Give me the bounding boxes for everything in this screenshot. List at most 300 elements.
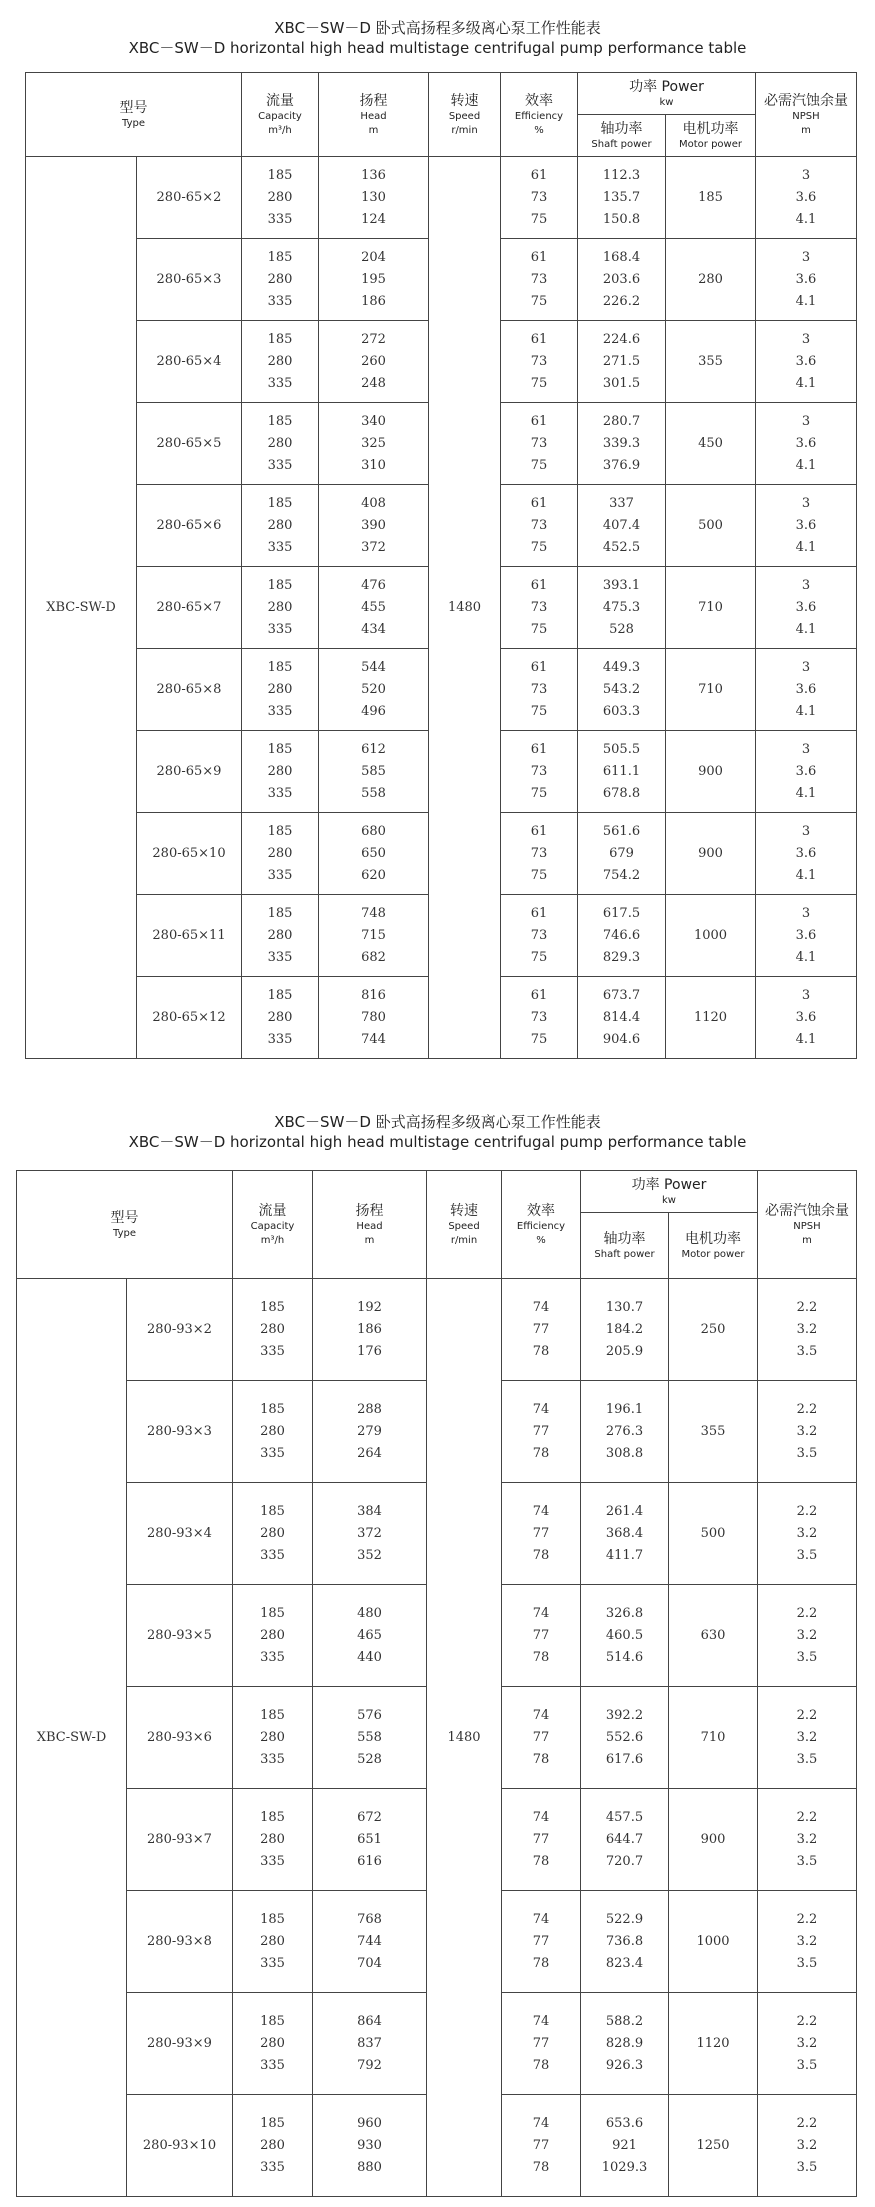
shaft-power-cell-value: 926.3 (605, 2057, 644, 2073)
npsh-cell-value: 3.6 (795, 353, 817, 369)
shaft-power-cell-value: 603.3 (602, 703, 641, 719)
npsh-cell-value: 2.2 (796, 2013, 818, 2029)
head-cell-value: 930 (357, 2137, 382, 2153)
efficiency-cell-value: 77 (532, 1627, 550, 1643)
npsh-cell-value: 3.6 (795, 927, 817, 943)
efficiency-cell (501, 321, 578, 403)
npsh-cell-value: 3.6 (795, 763, 817, 779)
header-efficiency-en: Efficiency (514, 110, 564, 122)
header-efficiency (502, 1171, 581, 1279)
shaft-power-cell-value: 393.1 (602, 577, 641, 593)
efficiency-cell-value: 74 (532, 1707, 550, 1723)
head-cell-value: 715 (361, 927, 386, 943)
head-cell-value: 279 (357, 1423, 382, 1439)
npsh-cell (756, 977, 857, 1059)
header-capacity (242, 73, 319, 157)
capacity-cell-value: 280 (267, 517, 293, 533)
npsh-cell-value: 3.5 (796, 2159, 818, 2175)
shaft-power-cell-value: 168.4 (602, 249, 641, 265)
npsh-cell-value: 4.1 (795, 867, 817, 883)
header-efficiency-zh: 效率 (525, 92, 553, 109)
head-cell (313, 1585, 427, 1687)
efficiency-cell-value: 78 (532, 2057, 550, 2073)
capacity-cell (242, 239, 319, 321)
capacity-cell-value: 335 (267, 703, 293, 719)
efficiency-cell-value: 73 (530, 763, 548, 779)
efficiency-cell-value: 74 (532, 1401, 550, 1417)
shaft-power-cell-value: 828.9 (605, 2035, 644, 2051)
efficiency-cell-value: 75 (530, 293, 548, 309)
header-speed-zh: 转速 (450, 1202, 478, 1219)
head-cell (319, 731, 429, 813)
npsh-cell-value: 2.2 (796, 1707, 818, 1723)
head-cell-value: 792 (357, 2057, 382, 2073)
capacity-cell-value: 185 (260, 1401, 285, 1417)
header-efficiency-unit: % (534, 124, 544, 136)
header-shaft-power (581, 1213, 669, 1279)
shaft-power-cell (581, 1789, 669, 1891)
header-capacity-zh: 流量 (266, 92, 294, 109)
npsh-cell-value: 3.2 (796, 2035, 818, 2051)
capacity-cell-value: 280 (267, 927, 293, 943)
efficiency-cell-value: 73 (530, 681, 548, 697)
head-cell-value: 434 (361, 621, 386, 637)
header-head-en: Head (356, 1220, 383, 1232)
npsh-cell (756, 157, 857, 239)
capacity-cell (242, 485, 319, 567)
capacity-cell (242, 403, 319, 485)
efficiency-cell-value: 75 (530, 539, 548, 555)
shaft-power-cell-value: 449.3 (602, 659, 641, 675)
capacity-cell-value: 335 (267, 1031, 293, 1047)
head-cell (319, 403, 429, 485)
capacity-cell-value: 280 (267, 189, 293, 205)
shaft-power-cell-value: 150.8 (602, 211, 641, 227)
npsh-cell-value: 3 (801, 905, 811, 921)
capacity-cell-value: 335 (260, 1343, 285, 1359)
capacity-cell-value: 280 (267, 763, 293, 779)
npsh-cell (756, 485, 857, 567)
table-title (0, 0, 875, 58)
shaft-power-cell-value: 746.6 (602, 927, 641, 943)
efficiency-cell (502, 1789, 581, 1891)
header-npsh-en: NPSH (793, 1220, 821, 1232)
shaft-power-cell-value: 203.6 (602, 271, 641, 287)
capacity-cell-value: 335 (267, 211, 293, 227)
motor-power-cell: 500 (669, 1483, 758, 1585)
header-efficiency-unit: % (536, 1234, 546, 1246)
head-cell-value: 480 (357, 1605, 382, 1621)
capacity-cell-value: 185 (260, 1299, 285, 1315)
table-title-en: XBC－SW－D horizontal high head multistage centrifugal pump performance table (128, 39, 747, 57)
efficiency-cell-value: 78 (532, 1751, 550, 1767)
header-motor-power (666, 115, 756, 157)
header-type (26, 73, 242, 157)
shaft-power-cell (581, 1993, 669, 2095)
efficiency-cell-value: 75 (530, 785, 548, 801)
capacity-cell-value: 185 (267, 413, 293, 429)
npsh-cell-value: 3.6 (795, 845, 817, 861)
capacity-cell-value: 185 (260, 1707, 285, 1723)
efficiency-cell (501, 157, 578, 239)
npsh-cell-value: 3.5 (796, 1955, 818, 1971)
header-motor-zh: 电机功率 (685, 1230, 741, 1247)
motor-power-cell: 280 (666, 239, 756, 321)
efficiency-cell-value: 78 (532, 1547, 550, 1563)
model-cell: 280-93×9 (127, 1993, 233, 2095)
header-npsh-en: NPSH (792, 110, 820, 122)
head-cell (313, 1891, 427, 1993)
head-cell-value: 372 (361, 539, 386, 555)
npsh-cell-value: 3.2 (796, 1933, 818, 1949)
header-power-zh: 功率 Power (631, 1176, 707, 1193)
head-cell-value: 616 (357, 1853, 382, 1869)
capacity-cell-value: 335 (260, 1547, 285, 1563)
motor-power-cell: 450 (666, 403, 756, 485)
efficiency-cell-value: 73 (530, 353, 548, 369)
performance-section-1 (0, 0, 875, 1047)
capacity-cell-value: 280 (267, 271, 293, 287)
efficiency-cell (502, 1483, 581, 1585)
header-shaft-en: Shaft power (594, 1248, 655, 1260)
capacity-cell-value: 280 (267, 1009, 293, 1025)
efficiency-cell-value: 61 (530, 331, 548, 347)
efficiency-cell-value: 61 (530, 249, 548, 265)
model-cell: 280-65×2 (137, 157, 242, 239)
capacity-cell-value: 335 (267, 293, 293, 309)
head-cell-value: 272 (361, 331, 386, 347)
efficiency-cell-value: 61 (530, 905, 548, 921)
motor-power-cell: 630 (669, 1585, 758, 1687)
capacity-cell-value: 335 (260, 1649, 285, 1665)
motor-power-cell: 1000 (669, 1891, 758, 1993)
model-cell: 280-93×6 (127, 1687, 233, 1789)
shaft-power-cell-value: 261.4 (605, 1503, 644, 1519)
efficiency-cell-value: 77 (532, 1831, 550, 1847)
shaft-power-cell-value: 617.6 (605, 1751, 644, 1767)
efficiency-cell-value: 78 (532, 1649, 550, 1665)
head-cell (313, 1687, 427, 1789)
npsh-cell-value: 4.1 (795, 293, 817, 309)
capacity-cell-value: 185 (267, 741, 293, 757)
head-cell-value: 704 (357, 1955, 382, 1971)
capacity-cell (242, 813, 319, 895)
npsh-cell (756, 239, 857, 321)
head-cell-value: 650 (361, 845, 386, 861)
efficiency-cell-value: 61 (530, 659, 548, 675)
npsh-cell-value: 2.2 (796, 1809, 818, 1825)
head-cell-value: 576 (357, 1707, 382, 1723)
npsh-cell-value: 3.6 (795, 435, 817, 451)
shaft-power-cell-value: 337 (609, 495, 634, 511)
head-cell-value: 880 (357, 2159, 382, 2175)
shaft-power-cell-value: 301.5 (602, 375, 641, 391)
shaft-power-cell-value: 921 (612, 2137, 637, 2153)
header-shaft-zh: 轴功率 (603, 1230, 646, 1247)
head-cell-value: 672 (357, 1809, 382, 1825)
capacity-cell-value: 185 (260, 1809, 285, 1825)
head-cell (313, 1279, 427, 1381)
header-speed (429, 73, 501, 157)
npsh-cell-value: 3.5 (796, 1547, 818, 1563)
npsh-cell-value: 3 (801, 823, 811, 839)
shaft-power-cell-value: 617.5 (602, 905, 641, 921)
efficiency-cell-value: 77 (532, 1321, 550, 1337)
shaft-power-cell-value: 673.7 (602, 987, 641, 1003)
capacity-cell (233, 2095, 313, 2197)
efficiency-cell-value: 78 (532, 1853, 550, 1869)
capacity-cell-value: 280 (267, 599, 293, 615)
efficiency-cell-value: 73 (530, 845, 548, 861)
shaft-power-cell (581, 1279, 669, 1381)
header-speed-zh: 转速 (450, 92, 479, 109)
model-cell: 280-65×6 (137, 485, 242, 567)
npsh-cell (758, 1585, 857, 1687)
table-title-zh: XBC－SW－D 卧式高扬程多级离心泵工作性能表 (274, 19, 601, 37)
head-cell-value: 372 (357, 1525, 382, 1541)
npsh-cell-value: 3.5 (796, 2057, 818, 2073)
header-capacity-zh: 流量 (258, 1202, 287, 1219)
capacity-cell-value: 335 (267, 621, 293, 637)
shaft-power-cell (578, 895, 666, 977)
npsh-cell-value: 3.6 (795, 1009, 817, 1025)
capacity-cell-value: 185 (260, 1503, 285, 1519)
efficiency-cell-value: 75 (530, 949, 548, 965)
npsh-cell (756, 403, 857, 485)
head-cell-value: 408 (361, 495, 386, 511)
motor-power-cell: 355 (666, 321, 756, 403)
npsh-cell-value: 3 (801, 577, 811, 593)
head-cell-value: 465 (357, 1627, 382, 1643)
header-npsh-zh: 必需汽蚀余量 (765, 1202, 849, 1219)
header-efficiency-zh: 效率 (527, 1202, 555, 1219)
capacity-cell-value: 280 (260, 1831, 285, 1847)
capacity-cell-value: 335 (267, 375, 293, 391)
head-cell-value: 288 (357, 1401, 382, 1417)
npsh-cell (758, 1891, 857, 1993)
capacity-cell-value: 335 (260, 1853, 285, 1869)
npsh-cell-value: 3.2 (796, 2137, 818, 2153)
efficiency-cell-value: 74 (532, 1299, 550, 1315)
shaft-power-cell-value: 1029.3 (601, 2159, 648, 2175)
capacity-cell (242, 321, 319, 403)
npsh-cell (758, 1687, 857, 1789)
shaft-power-cell-value: 271.5 (602, 353, 641, 369)
shaft-power-cell (578, 157, 666, 239)
capacity-cell (233, 1483, 313, 1585)
npsh-cell (756, 567, 857, 649)
header-head-en: Head (360, 110, 387, 122)
efficiency-cell-value: 73 (530, 271, 548, 287)
head-cell-value: 816 (361, 987, 386, 1003)
head-cell-value: 651 (357, 1831, 382, 1847)
shaft-power-cell-value: 814.4 (602, 1009, 641, 1025)
shaft-power-cell-value: 205.9 (605, 1343, 644, 1359)
model-cell: 280-65×3 (137, 239, 242, 321)
capacity-cell-value: 280 (260, 1321, 285, 1337)
header-type (17, 1171, 233, 1279)
header-head-zh: 扬程 (359, 92, 388, 109)
shaft-power-cell (578, 977, 666, 1059)
npsh-cell (756, 731, 857, 813)
efficiency-cell (501, 731, 578, 813)
npsh-cell-value: 3 (801, 413, 811, 429)
head-cell-value: 455 (361, 599, 386, 615)
head-cell-value: 496 (361, 703, 386, 719)
npsh-cell-value: 3 (801, 741, 811, 757)
npsh-cell-value: 4.1 (795, 621, 817, 637)
shaft-power-cell-value: 326.8 (605, 1605, 644, 1621)
efficiency-cell-value: 61 (530, 413, 548, 429)
head-cell (313, 1993, 427, 2095)
capacity-cell-value: 185 (267, 987, 293, 1003)
speed-cell: 1480 (427, 1279, 502, 2197)
header-power-unit: kw (659, 96, 674, 108)
shaft-power-cell (581, 1381, 669, 1483)
motor-power-cell: 185 (666, 157, 756, 239)
shaft-power-cell (581, 1585, 669, 1687)
header-type-en: Type (122, 117, 145, 129)
shaft-power-cell-value: 679 (609, 845, 634, 861)
capacity-cell (233, 1279, 313, 1381)
efficiency-cell-value: 75 (530, 703, 548, 719)
shaft-power-cell-value: 611.1 (602, 763, 641, 779)
head-cell-value: 528 (357, 1751, 382, 1767)
capacity-cell-value: 185 (267, 249, 293, 265)
npsh-cell-value: 4.1 (795, 949, 817, 965)
shaft-power-cell-value: 588.2 (605, 2013, 644, 2029)
header-shaft-power (578, 115, 666, 157)
head-cell-value: 186 (361, 293, 386, 309)
capacity-cell (233, 1381, 313, 1483)
motor-power-cell: 1250 (669, 2095, 758, 2197)
efficiency-cell (502, 1687, 581, 1789)
efficiency-cell (501, 485, 578, 567)
npsh-cell-value: 3.2 (796, 1729, 818, 1745)
npsh-cell-value: 3.2 (796, 1627, 818, 1643)
header-motor-en: Motor power (679, 138, 742, 150)
efficiency-cell-value: 73 (530, 1009, 548, 1025)
efficiency-cell (501, 649, 578, 731)
npsh-cell-value: 3.6 (795, 599, 817, 615)
shaft-power-cell-value: 475.3 (602, 599, 641, 615)
head-cell-value: 585 (361, 763, 386, 779)
shaft-power-cell-value: 184.2 (605, 1321, 644, 1337)
capacity-cell-value: 335 (267, 539, 293, 555)
npsh-cell-value: 3.2 (796, 1423, 818, 1439)
npsh-cell-value: 2.2 (796, 1911, 818, 1927)
table-title (0, 1112, 875, 1152)
header-head-zh: 扬程 (355, 1202, 384, 1219)
efficiency-cell-value: 77 (532, 1423, 550, 1439)
header-type-zh: 型号 (119, 99, 148, 116)
header-motor-power (669, 1213, 758, 1279)
shaft-power-cell-value: 276.3 (605, 1423, 644, 1439)
npsh-cell (758, 1381, 857, 1483)
capacity-cell (233, 1993, 313, 2095)
efficiency-cell-value: 75 (530, 621, 548, 637)
head-cell-value: 440 (357, 1649, 382, 1665)
npsh-cell-value: 2.2 (796, 1503, 818, 1519)
npsh-cell-value: 4.1 (795, 703, 817, 719)
header-shaft-zh: 轴功率 (600, 120, 643, 137)
efficiency-cell-value: 75 (530, 375, 548, 391)
npsh-cell-value: 3.6 (795, 189, 817, 205)
motor-power-cell: 710 (666, 567, 756, 649)
shaft-power-cell-value: 457.5 (605, 1809, 644, 1825)
capacity-cell (242, 895, 319, 977)
efficiency-cell (502, 1993, 581, 2095)
head-cell-value: 204 (361, 249, 386, 265)
efficiency-cell-value: 73 (530, 189, 548, 205)
efficiency-cell (501, 403, 578, 485)
table-title-en: XBC－SW－D horizontal high head multistage centrifugal pump performance table (128, 1133, 747, 1151)
shaft-power-cell (581, 1891, 669, 1993)
head-cell-value: 744 (361, 1031, 386, 1047)
capacity-cell-value: 335 (260, 2159, 285, 2175)
shaft-power-cell-value: 407.4 (602, 517, 641, 533)
efficiency-cell-value: 78 (532, 1445, 550, 1461)
head-cell-value: 340 (361, 413, 386, 429)
head-cell-value: 682 (361, 949, 386, 965)
efficiency-cell-value: 78 (532, 1343, 550, 1359)
npsh-cell-value: 4.1 (795, 211, 817, 227)
shaft-power-cell (578, 485, 666, 567)
header-head-unit: m (364, 1234, 375, 1246)
capacity-cell-value: 185 (267, 167, 293, 183)
efficiency-cell-value: 73 (530, 435, 548, 451)
capacity-cell-value: 185 (267, 905, 293, 921)
shaft-power-cell-value: 226.2 (602, 293, 641, 309)
header-capacity (233, 1171, 313, 1279)
head-cell-value: 192 (357, 1299, 382, 1315)
shaft-power-cell-value: 644.7 (605, 1831, 644, 1847)
shaft-power-cell-value: 754.2 (602, 867, 641, 883)
capacity-cell-value: 280 (260, 1729, 285, 1745)
head-cell-value: 520 (361, 681, 386, 697)
shaft-power-cell-value: 522.9 (605, 1911, 644, 1927)
model-cell: 280-65×4 (137, 321, 242, 403)
shaft-power-cell-value: 528 (609, 621, 634, 637)
npsh-cell-value: 3.5 (796, 1853, 818, 1869)
header-speed-unit: r/min (451, 124, 478, 136)
head-cell (319, 239, 429, 321)
head-cell-value: 176 (357, 1343, 382, 1359)
header-head (313, 1171, 427, 1279)
head-cell (313, 1789, 427, 1891)
header-speed-unit: r/min (450, 1234, 478, 1246)
model-cell: 280-93×7 (127, 1789, 233, 1891)
header-type-en: Type (113, 1227, 136, 1239)
npsh-cell (758, 1279, 857, 1381)
npsh-cell-value: 3.5 (796, 1649, 818, 1665)
shaft-power-cell-value: 678.8 (602, 785, 641, 801)
model-cell: 280-65×10 (137, 813, 242, 895)
capacity-cell-value: 185 (267, 331, 293, 347)
head-cell-value: 390 (361, 517, 386, 533)
efficiency-cell (502, 1585, 581, 1687)
head-cell-value: 558 (361, 785, 386, 801)
efficiency-cell-value: 73 (530, 517, 548, 533)
head-cell-value: 130 (361, 189, 386, 205)
efficiency-cell-value: 77 (532, 2137, 550, 2153)
head-cell-value: 558 (357, 1729, 382, 1745)
npsh-cell-value: 2.2 (796, 2115, 818, 2131)
efficiency-cell-value: 77 (532, 1933, 550, 1949)
header-type-zh: 型号 (110, 1209, 139, 1226)
capacity-cell (233, 1891, 313, 1993)
shaft-power-cell-value: 452.5 (602, 539, 641, 555)
